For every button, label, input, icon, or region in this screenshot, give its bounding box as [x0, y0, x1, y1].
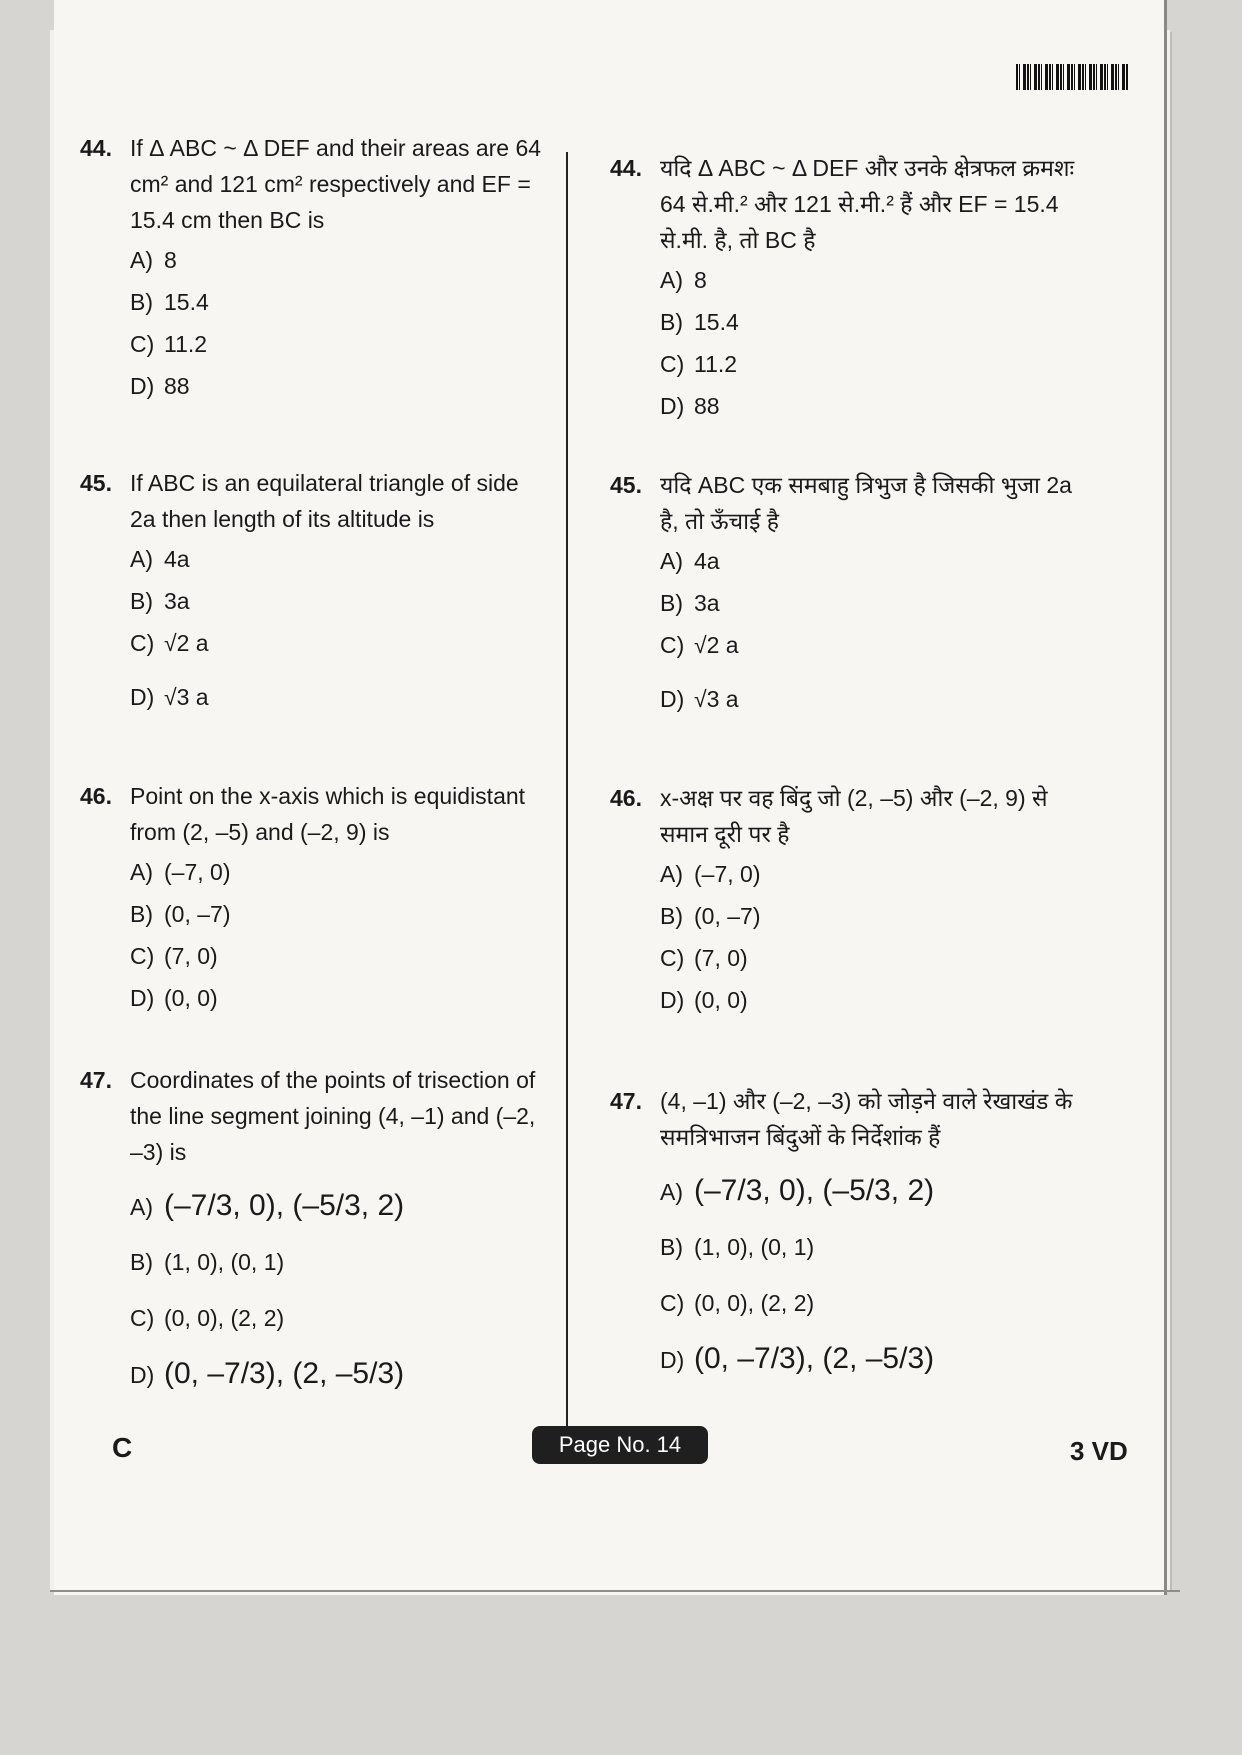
option-value: (0, 0), (2, 2) [694, 1290, 815, 1316]
option-b[interactable] [130, 583, 550, 625]
option-c[interactable] [130, 1300, 550, 1356]
question-46-hi [610, 780, 1080, 1024]
option-d[interactable] [130, 980, 550, 1022]
option-value: (1, 0), (0, 1) [164, 1249, 285, 1275]
option-value: (0, 0) [164, 985, 218, 1011]
option-a[interactable] [660, 262, 1080, 304]
option-label: A) [660, 1179, 683, 1205]
option-value: √2 a [694, 632, 739, 658]
option-d[interactable] [130, 679, 550, 733]
option-label: D) [660, 393, 685, 419]
option-b[interactable] [660, 585, 1080, 627]
option-d[interactable] [660, 388, 1080, 430]
option-value: √3 a [164, 684, 209, 710]
option-label: A) [130, 247, 153, 273]
option-label: A) [130, 1194, 153, 1220]
option-b[interactable] [660, 1229, 1080, 1285]
option-value: 11.2 [694, 351, 738, 377]
option-label: B) [660, 309, 683, 335]
option-b[interactable] [660, 898, 1080, 940]
option-value: (–7, 0) [694, 861, 761, 887]
option-label: D) [660, 987, 685, 1013]
option-label: A) [660, 548, 683, 574]
option-value: (0, 0) [694, 987, 748, 1013]
question-number: 47. [80, 1067, 112, 1093]
option-b[interactable] [130, 896, 550, 938]
page-number-badge: Page No. 14 [532, 1426, 708, 1464]
barcode-image [1016, 64, 1128, 90]
option-value: (7, 0) [694, 945, 748, 971]
option-list [660, 1173, 1080, 1397]
option-label: C) [130, 1305, 155, 1331]
option-label: D) [130, 373, 155, 399]
question-number: 46. [80, 783, 112, 809]
option-label: A) [130, 546, 153, 572]
option-value: 4a [164, 546, 190, 572]
option-value: (7, 0) [164, 943, 218, 969]
series-code: C [112, 1432, 133, 1463]
option-d[interactable] [660, 1341, 1080, 1397]
question-text: यदि ABC एक समबाहु त्रिभुज है जिसकी भुजा 2a है, तो ऊँचाई है [660, 472, 1072, 534]
option-d[interactable] [660, 982, 1080, 1024]
option-value: 88 [694, 393, 720, 419]
question-number: 46. [610, 785, 642, 811]
option-d[interactable] [130, 368, 550, 410]
option-d[interactable] [130, 1356, 550, 1412]
option-c[interactable] [660, 1285, 1080, 1341]
option-label: C) [660, 632, 685, 658]
option-value: 11.2 [164, 331, 208, 357]
option-value: 88 [164, 373, 190, 399]
option-b[interactable] [130, 1244, 550, 1300]
option-a[interactable] [130, 1188, 550, 1244]
question-text: Point on the x-axis which is equidistant from (2, –5) and (–2, 9) is [130, 783, 526, 845]
option-value: 8 [164, 247, 177, 273]
question-number: 45. [80, 470, 112, 496]
booklet-code: 3 VD [1070, 1436, 1128, 1466]
option-label: C) [660, 1290, 685, 1316]
option-label: D) [130, 985, 155, 1011]
option-label: C) [130, 943, 155, 969]
option-a[interactable] [130, 854, 550, 896]
option-label: A) [130, 859, 153, 885]
option-value: (–7/3, 0), (–5/3, 2) [164, 1189, 405, 1222]
option-label: C) [660, 945, 685, 971]
option-list [130, 1188, 550, 1412]
option-value: 8 [694, 267, 707, 293]
option-list [660, 262, 1080, 430]
option-value: (0, 0), (2, 2) [164, 1305, 285, 1331]
option-a[interactable] [660, 543, 1080, 585]
option-label: A) [660, 861, 683, 887]
option-label: B) [130, 901, 153, 927]
option-label: C) [660, 351, 685, 377]
question-47-en [80, 1062, 550, 1412]
option-label: B) [130, 588, 153, 614]
option-label: B) [660, 1234, 683, 1260]
option-c[interactable] [130, 326, 550, 368]
option-c[interactable] [130, 625, 550, 679]
option-value: (0, –7) [694, 903, 761, 929]
question-text: If Δ ABC ~ Δ DEF and their areas are 64 cm² and 121 cm² respectively and EF = 15.4 cm then BC is [130, 135, 542, 233]
option-b[interactable] [130, 284, 550, 326]
scan-edge-divider [50, 1590, 1180, 1592]
option-value: 3a [694, 590, 720, 616]
option-label: D) [130, 1362, 155, 1388]
option-label: B) [130, 1249, 153, 1275]
question-47-hi [610, 1083, 1080, 1397]
option-value: √2 a [164, 630, 209, 656]
option-label: D) [660, 1347, 685, 1373]
question-44-en [80, 130, 550, 410]
option-value: 15.4 [694, 309, 739, 335]
option-label: B) [660, 903, 683, 929]
option-list [130, 242, 550, 410]
question-number: 44. [80, 135, 112, 161]
option-label: B) [660, 590, 683, 616]
question-45-hi [610, 467, 1080, 735]
option-value: 3a [164, 588, 190, 614]
option-a[interactable] [130, 541, 550, 583]
option-label: C) [130, 630, 155, 656]
option-value: 4a [694, 548, 720, 574]
question-number: 45. [610, 472, 642, 498]
question-44-hi [610, 150, 1080, 430]
option-value: (0, –7) [164, 901, 231, 927]
option-value: √3 a [694, 686, 739, 712]
question-text: Coordinates of the points of trisection of the line segment joining (4, –1) and (–2, –3) is [130, 1067, 536, 1165]
column-divider [566, 152, 568, 1442]
option-list [660, 543, 1080, 735]
option-a[interactable] [660, 1173, 1080, 1229]
option-a[interactable] [660, 856, 1080, 898]
option-value: 15.4 [164, 289, 209, 315]
question-text: (4, –1) और (–2, –3) को जोड़ने वाले रेखाखंड के समत्रिभाजन बिंदुओं के निर्देशांक हैं [660, 1088, 1073, 1150]
option-value: (1, 0), (0, 1) [694, 1234, 815, 1260]
question-number: 47. [610, 1088, 642, 1114]
option-list [130, 541, 550, 733]
option-label: B) [130, 289, 153, 315]
option-value: (–7/3, 0), (–5/3, 2) [694, 1174, 935, 1207]
option-c[interactable] [660, 627, 1080, 681]
option-c[interactable] [660, 346, 1080, 388]
option-label: A) [660, 267, 683, 293]
question-text: If ABC is an equilateral triangle of side 2a then length of its altitude is [130, 470, 519, 532]
option-d[interactable] [660, 681, 1080, 735]
option-c[interactable] [660, 940, 1080, 982]
option-a[interactable] [130, 242, 550, 284]
question-45-en [80, 465, 550, 733]
option-list [660, 856, 1080, 1024]
option-value: (–7, 0) [164, 859, 231, 885]
option-label: D) [130, 684, 155, 710]
option-value: (0, –7/3), (2, –5/3) [694, 1342, 935, 1375]
option-value: (0, –7/3), (2, –5/3) [164, 1357, 405, 1390]
option-label: D) [660, 686, 685, 712]
option-label: C) [130, 331, 155, 357]
question-text: x-अक्ष पर वह बिंदु जो (2, –5) और (–2, 9) से समान दूरी पर है [660, 785, 1048, 847]
option-list [130, 854, 550, 1022]
question-46-en [80, 778, 550, 1022]
option-c[interactable] [130, 938, 550, 980]
option-b[interactable] [660, 304, 1080, 346]
question-text: यदि Δ ABC ~ Δ DEF और उनके क्षेत्रफल क्रमशः 64 से.मी.² और 121 से.मी.² हैं और EF = 15.4 से.मी. है, तो BC है [660, 155, 1075, 253]
question-number: 44. [610, 155, 642, 181]
